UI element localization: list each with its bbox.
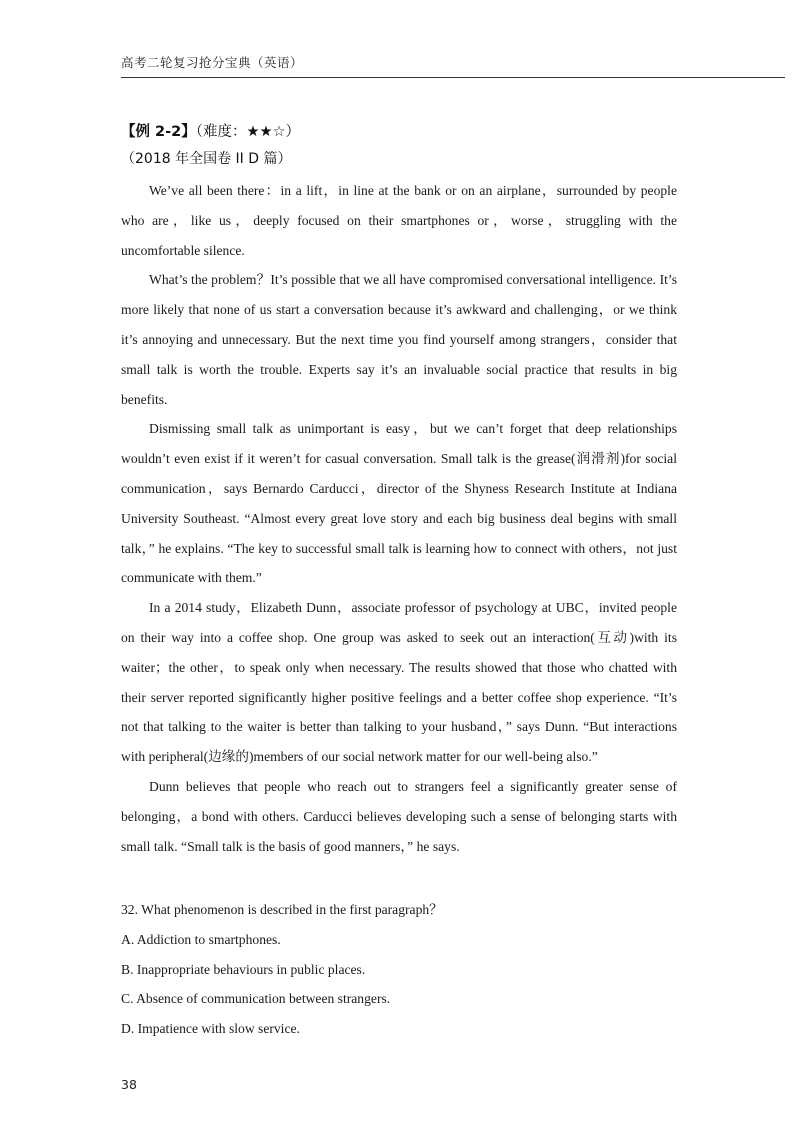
passage-paragraph-5: Dunn believes that people who reach out to strangers feel a significantly greater sense of belonging，a bond with others. Carducci believes developing such a sense of belonging starts with small talk. “Small talk is the basis of good manners，” he says.	[121, 778, 677, 854]
passage-paragraph-2: What’s the problem？It’s possible that we all have compromised conversational intelligence. It’s more likely that none of us start a conversation because it’s awkward and challenging，or we think it’s annoying and unnecessary. But the next time you find yourself among strangers，consider that small talk is worth the trouble. Experts say it’s an invaluable social practice that results in big benefits.	[121, 272, 677, 407]
reading-passage	[121, 176, 677, 861]
difficulty-rating: （难度：★★☆）	[195, 124, 300, 140]
passage-source: （2018 年全国卷 II D 篇）	[121, 151, 292, 167]
question-stem: 32. What phenomenon is described in the first paragraph？	[121, 902, 443, 917]
passage-paragraph-1: We’ve all been there：in a lift，in line at the bank or on an airplane，surrounded by people who are，like us，deeply focused on their smartphones or，worse，struggling with the uncomfortable silence.	[121, 183, 677, 258]
option-c: C. Absence of communication between strangers.	[121, 991, 391, 1007]
example-heading	[121, 120, 300, 141]
option-a: A. Addiction to smartphones.	[121, 931, 281, 947]
option-d: D. Impatience with slow service.	[121, 1021, 300, 1037]
page-number: 38	[121, 1077, 137, 1092]
running-header: 高考二轮复习抢分宝典（英语）	[121, 55, 304, 70]
example-label: 【例 2-2】	[121, 124, 196, 140]
passage-paragraph-3: Dismissing small talk as unimportant is easy，but we can’t forget that deep relationships wouldn’t even exist if it weren’t for casual conversation. Small talk is the grease(润滑剂)for social communication，says Bernardo Carducci，director of the Shyness Research Institute at Indiana University Southeast. “Almost every great love story and each big business deal begins with small talk，” he explains. “The key to successful small talk is learning how to connect with others，not just communicate with them.”	[121, 421, 677, 586]
question-32	[121, 895, 721, 1044]
passage-paragraph-4: In a 2014 study，Elizabeth Dunn，associate professor of psychology at UBC，invited people on their way into a coffee shop. One group was asked to seek out an interaction(互动)with its waiter；the other，to speak only when necessary. The results showed that those who chatted with their server reported significantly higher positive feelings and a better coffee shop experience. “It’s not that talking to the waiter is better than talking to your husband，” says Dunn. “But interactions with peripheral(边缘的)members of our social network matter for our well-being also.”	[121, 600, 677, 765]
option-b: B. Inappropriate behaviours in public places.	[121, 961, 366, 977]
header-divider	[121, 77, 785, 78]
